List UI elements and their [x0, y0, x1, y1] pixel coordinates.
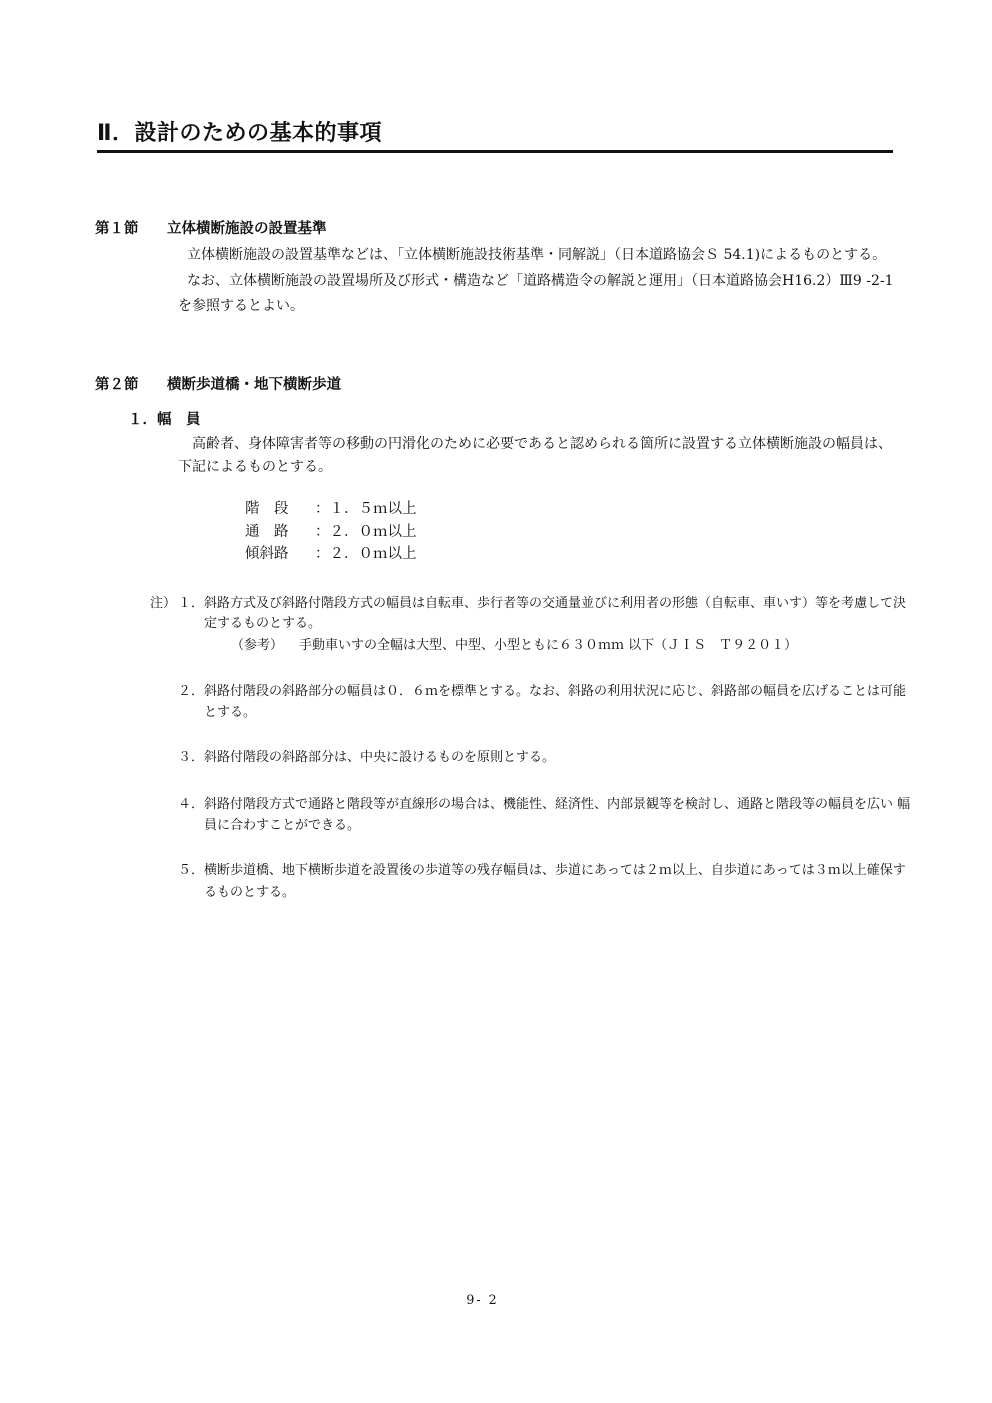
spec-stairs-value: ：１．５ｍ以上 [315, 501, 417, 517]
subsection-width-heading: １．幅 員 [128, 412, 201, 428]
note-4-line-1: ４．斜路付階段方式で通路と階段等が直線形の場合は、機能性、経済性、内部景観等を検討し、通路と階段等の幅員を広い 幅 [178, 797, 911, 812]
note-4-line-2: 員に合わすことができる。 [204, 818, 361, 833]
note-5-line-1: ５．横断歩道橋、地下横断歩道を設置後の歩道等の残存幅員は、歩道にあっては２ｍ以上、自歩道にあっては３ｍ以上確保す [178, 863, 906, 878]
spec-stairs [245, 498, 417, 520]
page-number: 9- 2 [466, 1293, 499, 1308]
section-1-title: 立体横断施設の設置基準 [167, 221, 327, 237]
note-2-line-2: とする。 [204, 705, 257, 720]
section-2-heading [95, 373, 341, 394]
spec-ramp [245, 543, 417, 565]
note-1-line-1: １．斜路方式及び斜路付階段方式の幅員は自転車、歩行者等の交通量並びに利用者の形態（自転車、車いす）等を考慮して決 [178, 596, 907, 611]
chapter-title: Ⅱ．設計のための基本的事項 [97, 121, 382, 146]
note-2-line-1: ２．斜路付階段の斜路部分の幅員は０．６ｍを標準とする。なお、斜路の利用状況に応じ、斜路部の幅員を広げることは可能 [178, 684, 907, 699]
spec-passage-value: ：２．０ｍ以上 [315, 524, 417, 540]
section-2-title: 横断歩道橋・地下横断歩道 [167, 377, 341, 393]
section-1-paragraph-line-3: を参照するとよい。 [178, 298, 304, 314]
section-1-paragraph-line-1: 立体横断施設の設置基準などは、「立体横断施設技術基準・同解説」（日本道路協会Ｓ 54.1)によるものとする。 [187, 247, 887, 263]
section-1-number: 第１節 [95, 221, 139, 237]
note-1-reference [231, 635, 797, 657]
section-1-heading [95, 217, 327, 238]
subsection-paragraph-line-1: 高齢者、身体障害者等の移動の円滑化のために必要であると認められる箇所に設置する立体横断施設の幅員は、 [192, 436, 892, 452]
note-5-line-2: るものとする。 [204, 885, 296, 900]
note-1-reference-label: （参考） [231, 638, 284, 653]
spec-ramp-value: ：２．０ｍ以上 [315, 546, 417, 562]
subsection-paragraph-line-2: 下記によるものとする。 [178, 459, 332, 475]
spec-passage-label: 通 路 [245, 524, 289, 540]
spec-stairs-label: 階 段 [245, 501, 289, 517]
note-1-line-2: 定するものとする。 [204, 616, 322, 631]
section-1-paragraph-line-2: なお、立体横断施設の設置場所及び形式・構造など「道路構造令の解説と運用」（日本道路協会H16.2）Ⅲ9 -2-1 [187, 273, 894, 289]
spec-ramp-label: 傾斜路 [245, 546, 289, 562]
section-2-number: 第２節 [95, 377, 139, 393]
spec-passage [245, 521, 417, 543]
note-3-line-1: ３．斜路付階段の斜路部分は、中央に設けるものを原則とする。 [178, 750, 556, 765]
note-1-reference-text: 手動車いすの全幅は大型、中型、小型ともに６３０ｍｍ 以下（ＪＩＳ Ｔ９２０１） [299, 638, 798, 653]
title-underline [97, 150, 893, 153]
notes-prefix: 注） [150, 596, 177, 611]
